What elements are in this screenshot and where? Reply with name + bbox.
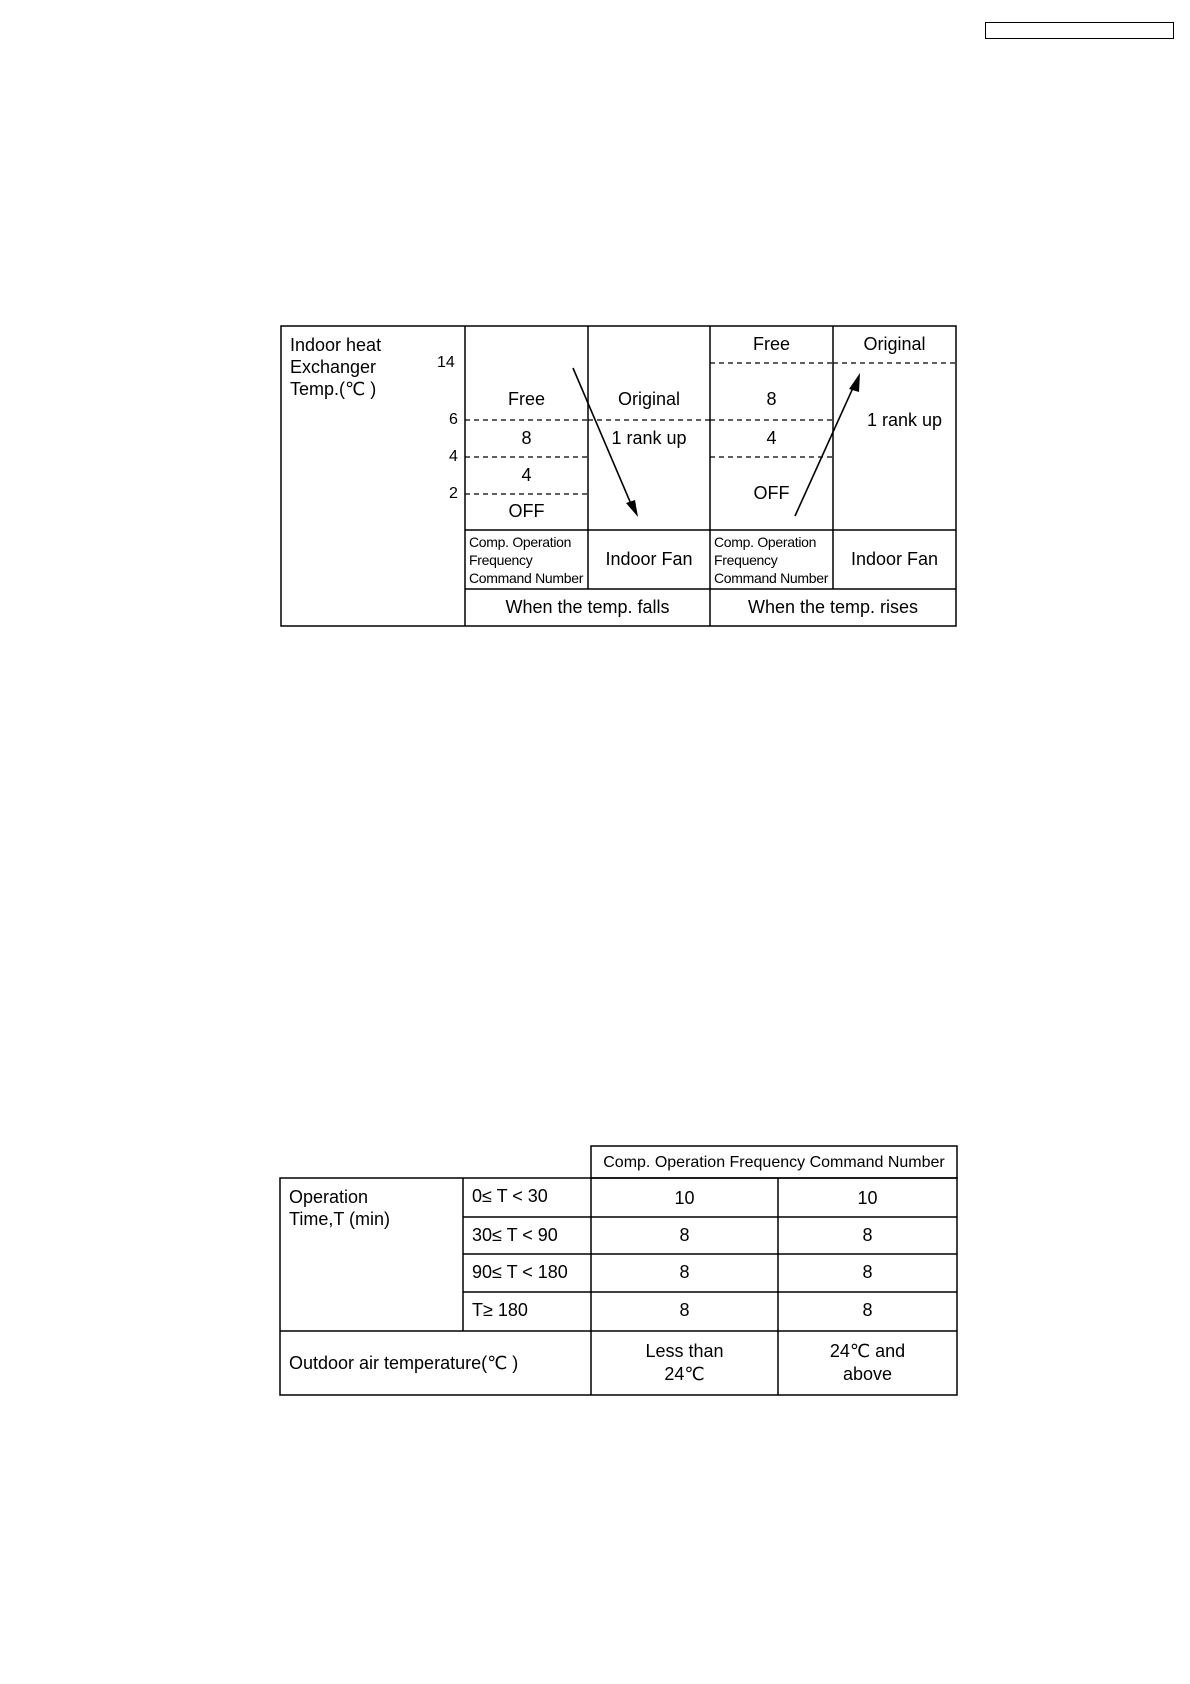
table-cell: 8 (679, 1300, 690, 1320)
rises-fan-band: 1 rank up (866, 410, 943, 430)
rises-comp-band: OFF (753, 483, 790, 503)
table-header: Comp. Operation Frequency Command Number (603, 1154, 945, 1171)
temp-tick-label: 2 (449, 485, 458, 502)
rises-fan-label: Indoor Fan (850, 549, 939, 569)
temp-tick-label: 4 (449, 448, 458, 465)
falls-comp-band: Free (507, 389, 545, 409)
table-cell: 8 (679, 1225, 690, 1245)
table-row-range: 90≤ T < 180 (472, 1262, 568, 1282)
outdoor-col1-line: 24℃ (664, 1364, 705, 1384)
row-group-label-line: Operation (289, 1187, 369, 1207)
falls-comp-band: 8 (521, 428, 532, 448)
falls-caption: When the temp. falls (505, 597, 670, 617)
comp-label-line: Command Number (714, 570, 829, 586)
comp-label-line: Comp. Operation (714, 534, 817, 550)
table-row-range: T≥ 180 (472, 1300, 528, 1320)
table-row-range: 30≤ T < 90 (472, 1225, 558, 1245)
temp-tick-label: 14 (437, 354, 455, 371)
rises-fan-band: Original (863, 334, 926, 354)
falls-fan-band: 1 rank up (611, 428, 687, 448)
table-cell: 8 (679, 1262, 690, 1282)
falls-fan-band: Original (617, 389, 681, 409)
table-row-range: 0≤ T < 30 (472, 1186, 548, 1206)
table-cell: 8 (862, 1225, 873, 1245)
table-cell: 10 (857, 1188, 878, 1208)
comp-label-line: Frequency (469, 552, 533, 568)
comp-label-line: Command Number (469, 570, 584, 586)
comp-label-line: Frequency (714, 552, 778, 568)
row-group-label-line: Time,T (min) (289, 1209, 390, 1229)
outdoor-col1-line: Less than (645, 1341, 724, 1361)
row-group-label (289, 1186, 390, 1230)
rises-comp-band: Free (752, 334, 790, 354)
diagram-title-line: Exchanger (290, 357, 377, 377)
outdoor-col2 (778, 1340, 957, 1386)
falls-fan-label: Indoor Fan (605, 549, 693, 569)
rises-comp-band: 4 (766, 428, 777, 448)
outdoor-col2-line: above (842, 1364, 893, 1384)
temp-tick-label: 6 (449, 411, 458, 428)
outdoor-col2-line: 24℃ and (829, 1341, 906, 1361)
table-cell: 10 (674, 1188, 695, 1208)
table-cell: 8 (862, 1300, 873, 1320)
diagram-title-line: Indoor heat (290, 335, 382, 355)
rises-caption: When the temp. rises (747, 597, 919, 617)
falls-comp-band: OFF (508, 501, 545, 521)
comp-label-line: Comp. Operation (469, 534, 572, 550)
outdoor-label: Outdoor air temperature(℃ ) (289, 1353, 519, 1373)
rises-comp-band: 8 (766, 389, 777, 409)
outdoor-col1 (591, 1340, 778, 1386)
falls-comp-band: 4 (521, 465, 532, 485)
diagram-title-line: Temp.(℃ ) (290, 379, 377, 399)
table-cell: 8 (862, 1262, 873, 1282)
